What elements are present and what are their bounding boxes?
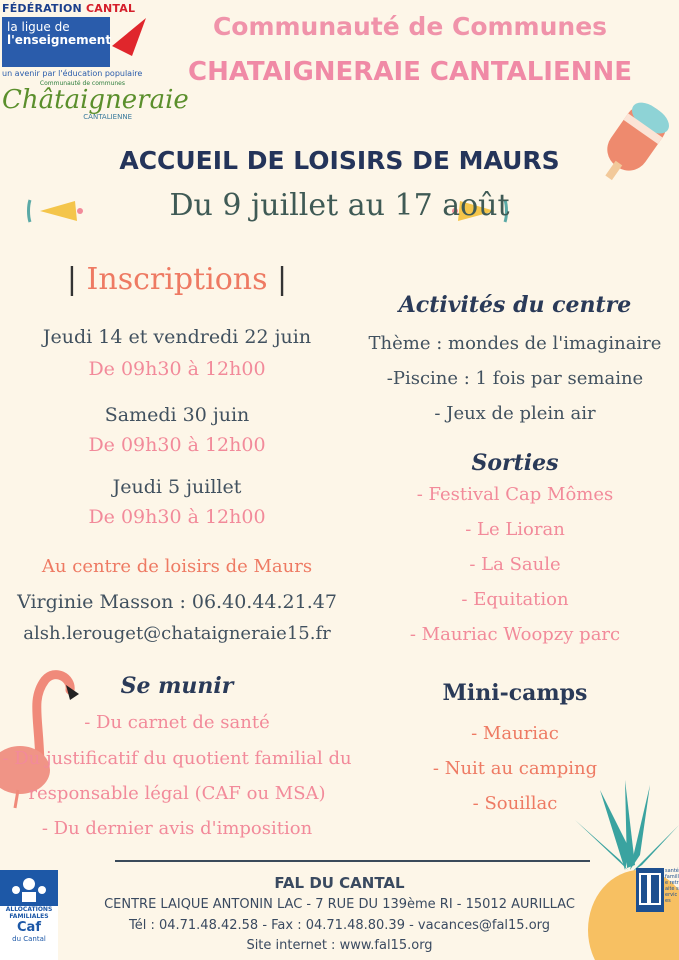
session-1-time: De 09h30 à 12h00 [88, 358, 266, 380]
minicamp-item: - Nuit au camping [432, 758, 598, 779]
session-1-day: Jeudi 14 et vendredi 22 juin [42, 326, 312, 348]
ssb-emblem-icon [636, 868, 664, 912]
inscriptions-heading-text: Inscriptions [86, 262, 268, 297]
footer-address: CENTRE LAIQUE ANTONIN LAC - 7 RUE DU 139ème RI - 15012 AURILLAC [104, 897, 575, 912]
ligue-subtitle: un avenir par l'éducation populaire [2, 69, 143, 78]
caf-name: Caf [17, 920, 41, 935]
ligue-box [2, 17, 110, 67]
footer-contact: Tél : 04.71.48.42.58 - Fax : 04.71.48.80.39 - vacances@fal15.org [128, 918, 551, 933]
popsicle-illustration [595, 95, 679, 190]
chat-small: Communauté de communes [39, 80, 125, 87]
inscriptions-heading: | Inscriptions | [66, 262, 288, 297]
email: alsh.lerouget@chataigneraie15.fr [23, 623, 331, 644]
sortie-item: - La Saule [469, 554, 561, 575]
session-3-time: De 09h30 à 12h00 [88, 506, 266, 528]
ligue-line2: l'enseignement [7, 33, 112, 47]
chataigneraie-logo [2, 80, 189, 128]
activites-heading: Activités du centre [398, 292, 632, 318]
activite-item: - Jeux de plein air [434, 403, 596, 424]
caf-line2: FAMILIALES [9, 913, 49, 920]
sortie-item: - Equitation [461, 589, 569, 610]
ssb-logo [636, 868, 679, 918]
minicamp-item: - Souillac [472, 793, 558, 814]
place: Au centre de loisirs de Maurs [41, 556, 313, 577]
activite-item: Thème : mondes de l'imaginaire [368, 333, 662, 354]
red-arrow-icon [102, 16, 150, 66]
session-2-day: Samedi 30 juin [104, 404, 250, 426]
sortie-item: - Le Lioran [465, 519, 565, 540]
se-munir-item: - Du justificatif du quotient familial du [2, 748, 352, 769]
sortie-item: - Mauriac Woopzy parc [409, 624, 621, 645]
se-munir-item: - Du carnet de santé [84, 712, 270, 733]
minicamp-item: - Mauriac [471, 723, 559, 744]
caf-emblem-icon [0, 870, 58, 906]
footer-web: Site internet : www.fal15.org [246, 938, 433, 953]
activite-item: -Piscine : 1 fois par semaine [386, 368, 644, 389]
chat-cantal: CANTALIENNE [83, 113, 132, 121]
ssb-text: santé famille retraite services [665, 868, 679, 904]
dates: Du 9 juillet au 17 août [169, 188, 510, 223]
divider [115, 860, 590, 862]
sortie-item: - Festival Cap Mômes [416, 484, 614, 505]
ligue-line1: la ligue de [7, 20, 70, 34]
chat-big: Châtaigneraie [2, 85, 189, 115]
se-munir-item: responsable légal (CAF ou MSA) [28, 783, 326, 804]
caf-logo [0, 870, 58, 960]
session-3-day: Jeudi 5 juillet [112, 476, 242, 498]
page-title: ACCUEIL DE LOISIRS DE MAURS [119, 146, 560, 175]
header-line1: Communauté de Communes [212, 12, 608, 41]
caf-line1: ALLOCATIONS [5, 906, 53, 913]
se-munir-heading: Se munir [120, 673, 234, 699]
header-line2: CHATAIGNERAIE CANTALIENNE [187, 57, 633, 87]
session-2-time: De 09h30 à 12h00 [88, 434, 266, 456]
cantal-label: CANTAL [86, 2, 136, 15]
federation-label: FÉDÉRATION [2, 2, 82, 15]
sorties-heading: Sorties [471, 450, 559, 476]
ligue-enseignement-logo [2, 2, 152, 80]
se-munir-item: - Du dernier avis d'imposition [41, 818, 313, 839]
minicamps-heading: Mini-camps [442, 680, 588, 706]
contact: Virginie Masson : 06.40.44.21.47 [17, 591, 337, 613]
caf-sub: du Cantal [12, 935, 46, 943]
footer-org: FAL DU CANTAL [274, 874, 405, 892]
